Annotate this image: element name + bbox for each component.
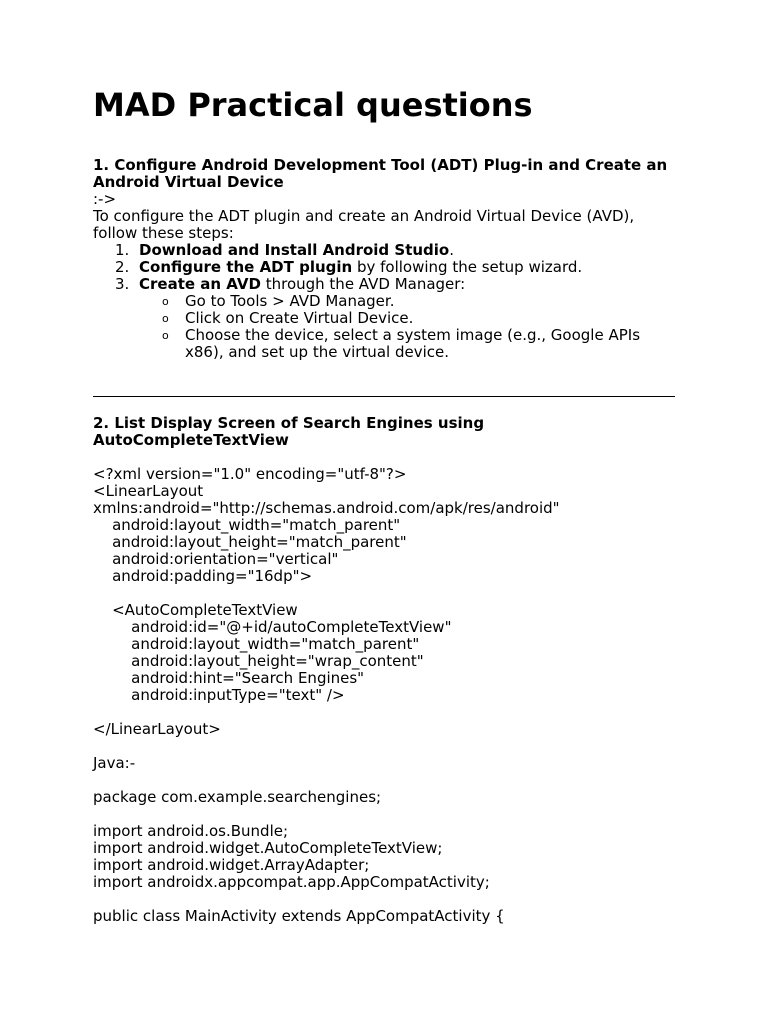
code-line: android:layout_width="match_parent" bbox=[93, 635, 420, 653]
step-number: 1. bbox=[115, 241, 130, 259]
code-line: <AutoCompleteTextView bbox=[93, 601, 298, 619]
code-line: xmlns:android="http://schemas.android.com/apk/res/android" bbox=[93, 499, 560, 517]
code-line: android:layout_width="match_parent" bbox=[93, 516, 401, 534]
step-number: 2. bbox=[115, 258, 130, 276]
page-title: MAD Practical questions bbox=[93, 86, 533, 124]
substep-item bbox=[139, 293, 683, 310]
step-text: through the AVD Manager: bbox=[260, 275, 466, 293]
step-bold-text: Download and Install Android Studio bbox=[139, 241, 450, 259]
step-item bbox=[93, 276, 683, 361]
step-number: 3. bbox=[115, 275, 130, 293]
code-line: import android.widget.AutoCompleteTextView; bbox=[93, 839, 443, 857]
code-line: android:padding="16dp"> bbox=[93, 567, 313, 585]
code-line: package com.example.searchengines; bbox=[93, 788, 382, 806]
step-text: . bbox=[449, 241, 455, 259]
circle-bullet-icon: o bbox=[162, 312, 169, 325]
code-line bbox=[93, 738, 683, 755]
question-1-heading: 1. Configure Android Development Tool (ADT) Plug-in and Create an Android Virtual Device bbox=[93, 156, 668, 191]
steps-list bbox=[93, 242, 683, 361]
code-line bbox=[93, 585, 683, 602]
code-block bbox=[93, 466, 683, 925]
substep-item bbox=[139, 310, 683, 327]
answer-arrow: :-> bbox=[93, 190, 117, 208]
code-line: android:orientation="vertical" bbox=[93, 550, 339, 568]
question-2-heading: 2. List Display Screen of Search Engines using AutoCompleteTextView bbox=[93, 414, 485, 449]
substeps-list bbox=[139, 293, 683, 361]
code-line: android:id="@+id/autoCompleteTextView" bbox=[93, 618, 452, 636]
code-line: </LinearLayout> bbox=[93, 720, 221, 738]
code-line: android:layout_height="wrap_content" bbox=[93, 652, 424, 670]
substep-text: Choose the device, select a system image (e.g., Google APIs x86), and set up the virtual device. bbox=[185, 326, 641, 361]
circle-bullet-icon: o bbox=[162, 295, 169, 308]
substep-text: Click on Create Virtual Device. bbox=[185, 309, 414, 327]
code-line: <LinearLayout bbox=[93, 482, 204, 500]
substep-item bbox=[139, 327, 683, 361]
step-item bbox=[93, 259, 683, 276]
code-line: import android.widget.ArrayAdapter; bbox=[93, 856, 370, 874]
question-2-section bbox=[93, 415, 683, 925]
code-line: import androidx.appcompat.app.AppCompatActivity; bbox=[93, 873, 490, 891]
code-line bbox=[93, 891, 683, 908]
code-line: Java:- bbox=[93, 754, 136, 772]
question-1-section bbox=[93, 157, 683, 361]
section-divider bbox=[93, 396, 675, 397]
question-1-intro: To configure the ADT plugin and create an Android Virtual Device (AVD), follow these steps: bbox=[93, 207, 635, 242]
code-line: public class MainActivity extends AppCompatActivity { bbox=[93, 907, 505, 925]
code-line bbox=[93, 806, 683, 823]
code-line bbox=[93, 772, 683, 789]
spacer bbox=[93, 449, 683, 466]
substep-text: Go to Tools > AVD Manager. bbox=[185, 292, 395, 310]
code-line: android:inputType="text" /> bbox=[93, 686, 345, 704]
step-bold-text: Create an AVD bbox=[139, 275, 261, 293]
circle-bullet-icon: o bbox=[162, 329, 169, 342]
code-line: import android.os.Bundle; bbox=[93, 822, 289, 840]
code-line: android:layout_height="match_parent" bbox=[93, 533, 407, 551]
step-item bbox=[93, 242, 683, 259]
step-text: by following the setup wizard. bbox=[352, 258, 583, 276]
code-line: <?xml version="1.0" encoding="utf-8"?> bbox=[93, 465, 407, 483]
code-line bbox=[93, 704, 683, 721]
step-bold-text: Configure the ADT plugin bbox=[139, 258, 353, 276]
code-line: android:hint="Search Engines" bbox=[93, 669, 365, 687]
